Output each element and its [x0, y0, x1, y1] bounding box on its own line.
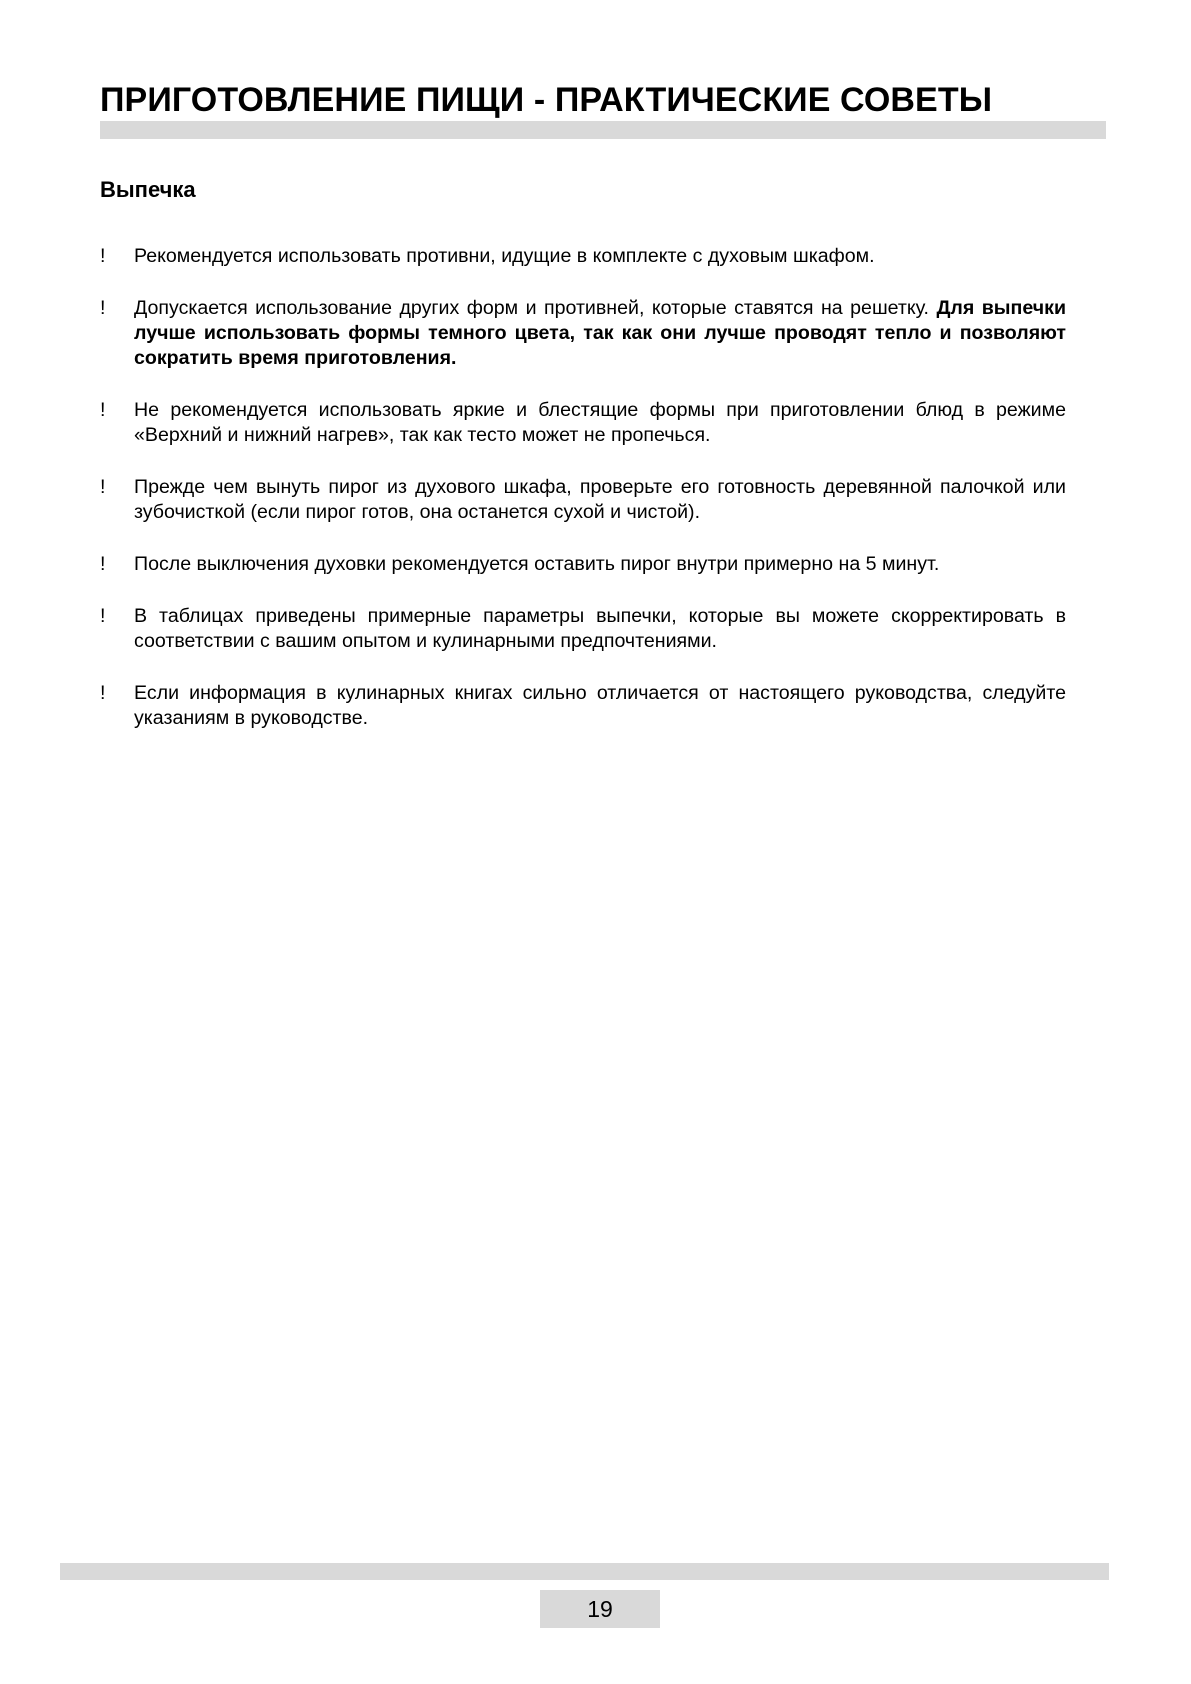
- tips-list: [100, 244, 1066, 758]
- tip-item: [100, 244, 1066, 269]
- exclamation-bullet: !: [100, 682, 106, 704]
- tip-item: [100, 296, 1066, 371]
- tip-bold-text: Для выпечки лучше использовать формы темного цвета, так как они лучше проводят тепло и позволяют сократить время приготовления.: [134, 297, 1066, 369]
- tip-item: [100, 681, 1066, 731]
- exclamation-bullet: !: [100, 605, 106, 627]
- page-title: ПРИГОТОВЛЕНИЕ ПИЩИ - ПРАКТИЧЕСКИЕ СОВЕТЫ: [100, 81, 993, 119]
- tip-text: Допускается использование других форм и противней, которые ставятся на решетку. Для выпечки лучше использовать формы темного цвета, так как они лучше проводят тепло и позволяют сократить время приготовления.: [134, 297, 1066, 369]
- tip-text: В таблицах приведены примерные параметры выпечки, которые вы можете скорректировать в соответствии с вашим опытом и кулинарными предпочтениями.: [134, 605, 1066, 652]
- tip-item: [100, 475, 1066, 525]
- tip-item: [100, 604, 1066, 654]
- title-divider-bar: [100, 121, 1106, 139]
- exclamation-bullet: !: [100, 476, 106, 498]
- exclamation-bullet: !: [100, 297, 106, 319]
- tip-text: Рекомендуется использовать противни, идущие в комплекте с духовым шкафом.: [134, 245, 875, 267]
- tip-text: Прежде чем вынуть пирог из духового шкафа, проверьте его готовность деревянной палочкой или зубочисткой (если пирог готов, она останется сухой и чистой).: [134, 476, 1066, 523]
- exclamation-bullet: !: [100, 399, 106, 421]
- section-title: Выпечка: [100, 177, 196, 202]
- tip-text: После выключения духовки рекомендуется оставить пирог внутри примерно на 5 минут.: [134, 553, 940, 575]
- tip-item: [100, 398, 1066, 448]
- exclamation-bullet: !: [100, 553, 106, 575]
- exclamation-bullet: !: [100, 245, 106, 267]
- page-number: 19: [540, 1590, 660, 1628]
- footer-divider-bar: [60, 1563, 1109, 1580]
- tip-text: Не рекомендуется использовать яркие и блестящие формы при приготовлении блюд в режиме «Верхний и нижний нагрев», так как тесто может не пропечься.: [134, 399, 1066, 446]
- tip-item: [100, 552, 1066, 577]
- tip-text: Если информация в кулинарных книгах сильно отличается от настоящего руководства, следуйте указаниям в руководстве.: [134, 682, 1066, 729]
